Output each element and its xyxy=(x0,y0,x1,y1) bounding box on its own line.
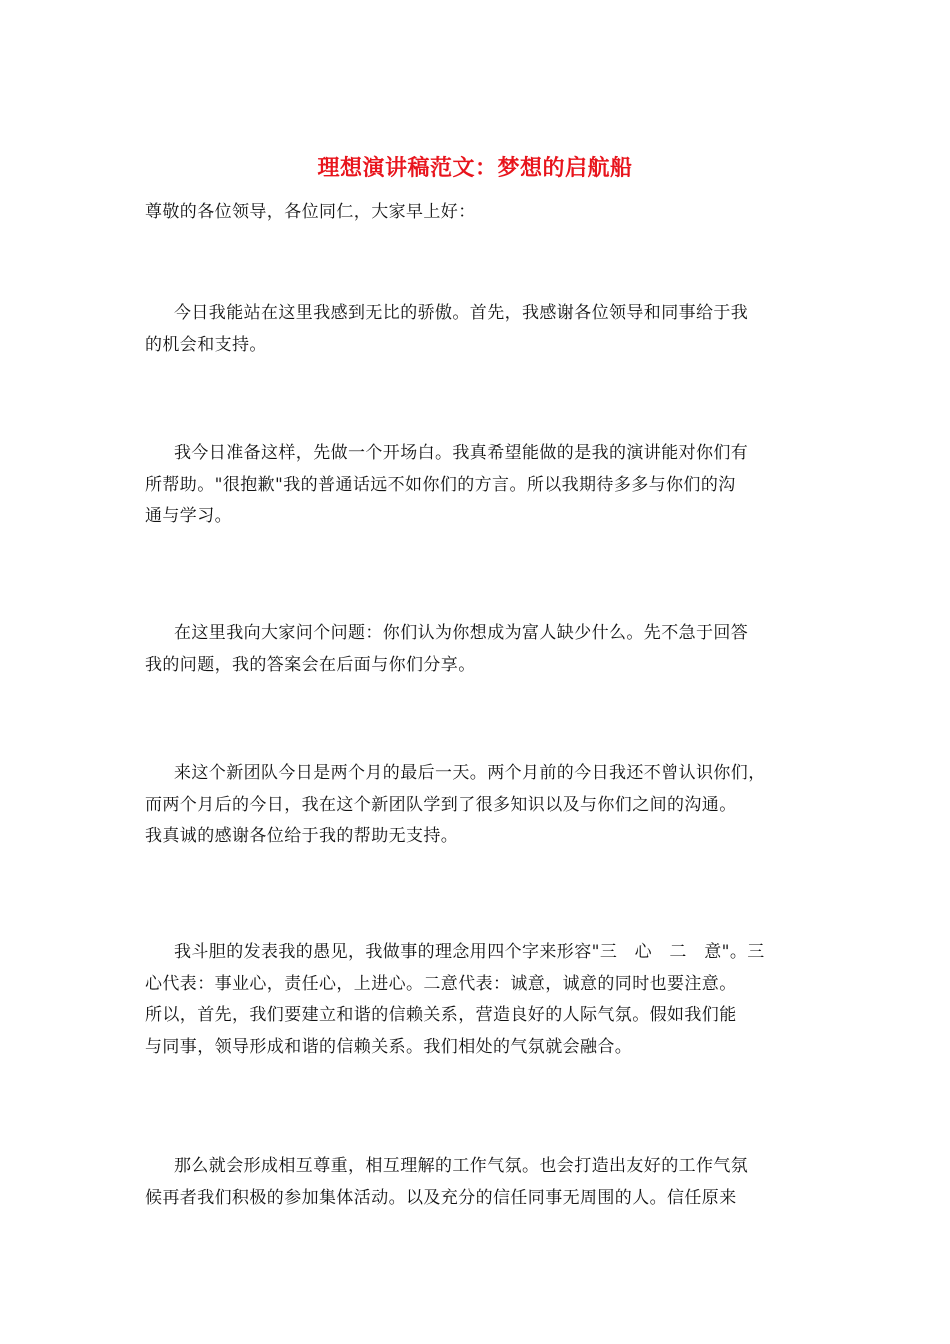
paragraph-line: 与同事，领导形成和谐的信赖关系。我们相处的气氛就会融合。 xyxy=(145,1036,633,1057)
greeting-line: 尊敬的各位领导，各位同仁，大家早上好： xyxy=(145,202,476,222)
paragraph-line: 通与学习。 xyxy=(145,506,232,526)
paragraph-line: 我斗胆的发表我的愚见，我做事的理念用四个字来形容"三 心 二 意"。三 xyxy=(174,942,765,962)
paragraph-6 xyxy=(145,1151,815,1214)
paragraph-line: 所以，首先，我们要建立和谐的信赖关系，营造良好的人际气氛。假如我们能 xyxy=(145,1005,737,1025)
paragraph-line: 候再者我们积极的参加集体活动。以及充分的信任同事无周围的人。信任原来 xyxy=(145,1187,737,1208)
paragraph-3 xyxy=(145,618,815,681)
paragraph-line: 来这个新团队今日是两个月的最后一天。两个月前的今日我还不曾认识你们， xyxy=(174,763,766,783)
paragraph-line: 心代表：事业心，责任心，上进心。二意代表：诚意，诚意的同时也要注意。 xyxy=(145,973,737,994)
greeting xyxy=(145,197,815,229)
paragraph-line: 而两个月后的今日，我在这个新团队学到了很多知识以及与你们之间的沟通。 xyxy=(145,794,737,815)
paragraph-line: 那么就会形成相互尊重，相互理解的工作气氛。也会打造出友好的工作气氛 xyxy=(174,1156,749,1176)
paragraph-line: 我今日准备这样，先做一个开场白。我真希望能做的是我的演讲能对你们有 xyxy=(174,443,749,463)
paragraph-line: 所帮助。"很抱歉"我的普通话远不如你们的方言。所以我期待多多与你们的沟 xyxy=(145,474,736,495)
paragraph-5 xyxy=(145,937,815,1063)
paragraph-1 xyxy=(145,298,815,361)
paragraph-line: 的机会和支持。 xyxy=(145,334,267,355)
paragraph-line: 我真诚的感谢各位给于我的帮助无支持。 xyxy=(145,826,459,846)
paragraph-line: 我的问题，我的答案会在后面与你们分享。 xyxy=(145,654,476,675)
paragraph-line: 今日我能站在这里我感到无比的骄傲。首先，我感谢各位领导和同事给于我 xyxy=(174,303,749,323)
document-title: 理想演讲稿范文：梦想的启航船 xyxy=(317,155,633,181)
paragraph-4 xyxy=(145,758,815,853)
paragraph-line: 在这里我向大家问个问题：你们认为你想成为富人缺少什么。先不急于回答 xyxy=(174,623,749,643)
paragraph-2 xyxy=(145,438,815,533)
